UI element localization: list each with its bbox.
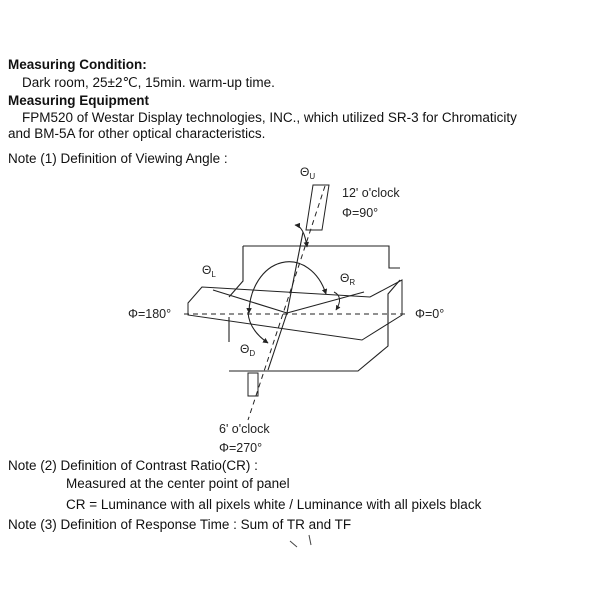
note2-line1: Measured at the center point of panel bbox=[66, 476, 290, 491]
measuring-equipment-heading: Measuring Equipment bbox=[8, 93, 150, 108]
measuring-condition-text: Dark room, 25±2℃, 15min. warm-up time. bbox=[22, 75, 275, 90]
angle-lines bbox=[213, 232, 364, 370]
measuring-condition-heading: Measuring Condition: bbox=[8, 57, 147, 72]
note1-title: Note (1) Definition of Viewing Angle : bbox=[8, 151, 228, 166]
note2-title: Note (2) Definition of Contrast Ratio(CR) : bbox=[8, 458, 258, 473]
theta-u-label: $\Theta_U$ bbox=[300, 165, 316, 181]
clock-12-label: 12' o'clock bbox=[342, 186, 400, 200]
phi-90-label: Φ=90° bbox=[342, 206, 379, 220]
phi-180-label: Φ=180° bbox=[128, 307, 172, 321]
phi-0-label: Φ=0° bbox=[415, 307, 445, 321]
vertical-plane-lower bbox=[248, 373, 258, 396]
phi-270-label: Φ=270° bbox=[219, 441, 263, 455]
cropped-figure-fragment bbox=[290, 535, 311, 547]
theta-d-arc bbox=[248, 312, 268, 343]
note3-title: Note (3) Definition of Response Time : Sum of TR and TF bbox=[8, 517, 352, 532]
theta-l-label: $\Theta_L$ bbox=[202, 263, 216, 279]
panel-plane bbox=[188, 280, 402, 340]
clock-6-label: 6' o'clock bbox=[219, 422, 270, 436]
measuring-equipment-line1: FPM520 of Westar Display technologies, INC., which utilized SR-3 for Chromaticity bbox=[22, 110, 517, 125]
measuring-equipment-line2: and BM-5A for other optical characteristics. bbox=[8, 126, 266, 141]
vertical-axis bbox=[248, 186, 325, 420]
theta-d-label: $\Theta_D$ bbox=[240, 342, 256, 358]
theta-r-label: $\Theta_R$ bbox=[340, 271, 356, 287]
note2-line2: CR = Luminance with all pixels white / Luminance with all pixels black bbox=[66, 497, 482, 512]
